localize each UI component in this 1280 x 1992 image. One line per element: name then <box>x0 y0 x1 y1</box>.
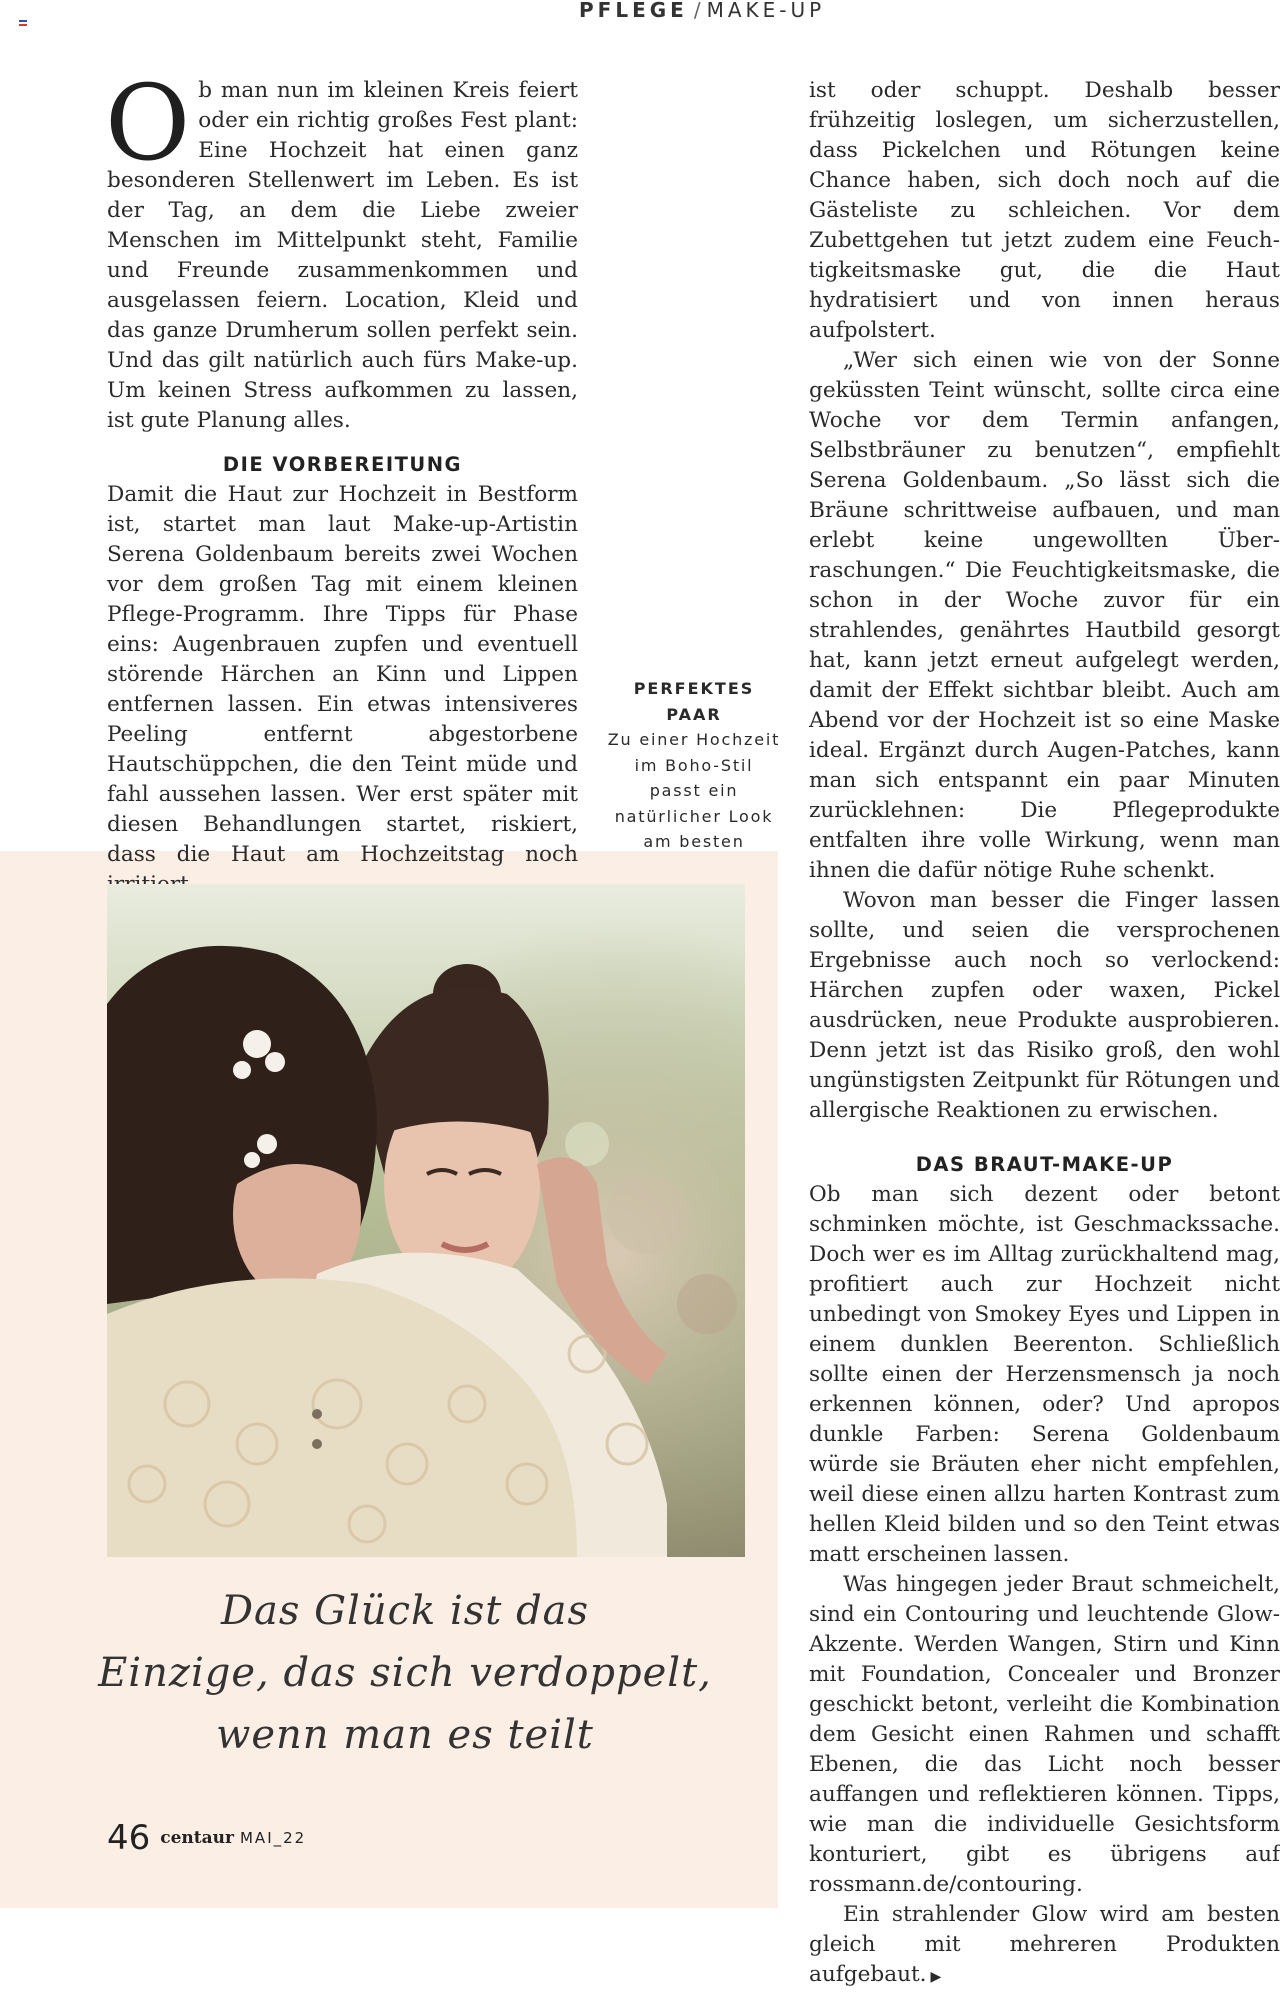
right-paragraph-3: Wovon man besser die Finger lassen sollte, und seien die versprochenen Ergebnisse auch noch so verlockend: Härchen zupfen oder waxen, Pickel ausdrücken, neue Produkte ausprobieren. Denn jetzt ist das Risiko groß, den wohl ungünstigsten Zeitpunkt für Rötungen und allergische Reaktionen zu erwischen. <box>809 888 1280 1123</box>
caption-text: Zu einer Hochzeit im Boho-Stil passt ein natürlicher Look am besten <box>607 730 781 851</box>
page-number: 46 <box>107 1818 151 1858</box>
header-separator: / <box>693 0 701 22</box>
section-header <box>579 0 825 22</box>
quote-line-2: Einzige, das sich verdoppelt, <box>98 1650 712 1696</box>
magazine-logo: centaur <box>160 1828 234 1848</box>
photo-caption <box>606 676 782 855</box>
caption-title: PERFEKTES PAAR <box>633 679 755 724</box>
right-paragraph-1: ist oder schuppt. Deshalb besser frühzeitig loslegen, um sicherzustellen, dass Pickelchen und Rötungen keine Chance haben, sich doch noch auf die Gästeliste zu schleichen. Vor dem Zubettgehen tut jetzt zudem eine Feuchtigkeitsmaske gut, die die Haut hydratisiert und von innen heraus aufpolstert. <box>809 78 1280 343</box>
quote-line-1: Das Glück ist das <box>220 1588 590 1634</box>
handwritten-quote <box>85 1580 725 1766</box>
page-footer <box>107 1818 306 1858</box>
section-label: PFLEGE <box>579 0 688 22</box>
subhead-vorbereitung: DIE VORBEREITUNG <box>222 453 463 476</box>
flag-icon <box>19 20 27 26</box>
intro-paragraph <box>105 62 578 436</box>
intro-text: b man nun im kleinen Kreis feiert oder ein richtig großes Fest plant: Eine Hochzeit hat einen ganz besonderen Stellenwert im Leben. Es ist der Tag, an dem die Liebe zweier Menschen im Mittelpunkt steht, Familie und Freunde zusammenkommen und ausgelassen feiern. Location, Kleid und das ganze Drumherum sollen perfekt sein. Und das gilt natürlich auch fürs Make-up. Um keinen Stress aufkommen zu lassen, ist gute Planung alles. <box>107 78 578 433</box>
right-paragraph-2: „Wer sich einen wie von der Sonne geküssten Teint wünscht, sollte circa eine Woche vor dem Termin anfangen, Selbstbräuner zu benutzen“, empfiehlt Serena Goldenbaum. „So lässt sich die Bräune schrittweise aufbauen, und man erlebt keine ungewollten Überraschungen.“ Die Feuchtigkeitsmaske, die schon in der Woche zuvor für ein strahlendes, genährtes Hautbild gesorgt hat, kann jetzt erneut aufgelegt werden, damit der Effekt sichtbar bleibt. Auch am Abend vor der Hochzeit ist so eine Maske ideal. Ergänzt durch Augen-Patches, kann man sich entspannt ein paar Minuten zurücklehnen: Die Pflegeprodukte entfalten ihre volle Wirkung, wenn man ihnen die dafür nötige Ruhe schenkt. <box>809 348 1280 883</box>
wedding-photo <box>107 884 745 1557</box>
quote-line-3: wenn man es teilt <box>216 1712 594 1758</box>
right-column <box>809 76 1280 1992</box>
topic-label: MAKE-UP <box>706 0 826 22</box>
issue-label: MAI_22 <box>239 1829 307 1847</box>
right-paragraph-4: Ob man sich dezent oder betont schminken möchte, ist Geschmackssache. Doch wer es im Alltag zurückhaltend mag, profitiert auch zur Hochzeit nicht unbedingt von Smokey Eyes und Lippen in einem dunklen Beerenton. Schließlich sollte einen der Herzensmensch ja noch erkennen können, oder? Und apropos dunkle Farben: Serena Goldenbaum würde sie Bräuten eher nicht empfehlen, weil diese einen allzu harten Kontrast zum hellen Kleid bilden und so den Teint etwas matt erscheinen lassen. <box>809 1182 1280 1567</box>
body-paragraph: Damit die Haut zur Hochzeit in Bestform ist, startet man laut Make-up-Artistin Serena Goldenbaum bereits zwei Wochen vor dem großen Tag mit einem kleinen Pflege-Programm. Ihre Tipps für Phase eins: Augenbrauen zupfen und eventuell störende Härchen an Kinn und Lippen entfernen lassen. Ein etwas intensiveres Peeling entfernt abgestorbene Hautschüppchen, die den Teint müde und fahl aussehen lassen. Wer erst später mit diesen Behandlungen startet, riskiert, dass die Haut am Hochzeitstag noch <box>107 482 578 867</box>
right-paragraph-5: Was hingegen jeder Braut schmeichelt, sind ein Contouring und leuchtende Glow-Akzente. Werden Wangen, Stirn und Kinn mit Foundation, Concealer und Bronzer geschickt betont, verleiht die Kombination dem Gesicht einen Rahmen und schafft Ebenen, die das Licht noch besser auffangen und reflektieren können. Tipps, wie man die individuelle Gesichtsform konturiert, gibt es übrigens auf rossmann.de/contouring. <box>809 1572 1280 1897</box>
drop-cap: O <box>105 62 191 184</box>
right-paragraph-6-text: Ein strahlender Glow wird am besten gleich mit mehreren Produkten aufgebaut. <box>809 1902 1280 1987</box>
left-column <box>105 62 578 900</box>
subhead-braut-make-up: DAS BRAUT-MAKE-UP <box>915 1153 1174 1176</box>
continue-arrow-icon: ▶ <box>930 1969 942 1985</box>
right-paragraph-6 <box>809 1900 1280 1992</box>
